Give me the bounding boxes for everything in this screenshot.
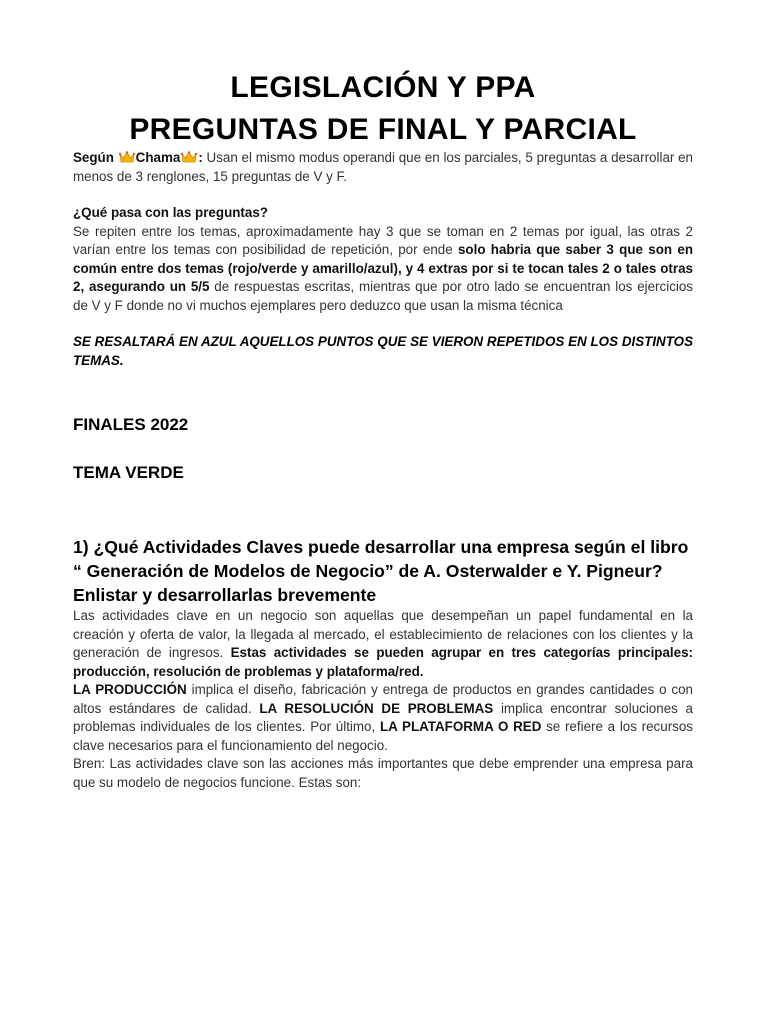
questions-heading: ¿Qué pasa con las preguntas?: [73, 205, 268, 220]
questions-paragraph: [73, 223, 693, 316]
question-1: 1) ¿Qué Actividades Claves puede desarrollar una empresa según el libro “ Generación de Modelos de Negocio” de A. Osterwalder e Y. Pigneur? Enlistar y desarrollarlas brevemente: [73, 537, 689, 605]
questions-text-2: de respuestas escritas, mientras que por otro lado se encuentran los ejercicios de V y F donde no vi muchos ejemplares pero deduzco que usan la misma técnica: [73, 279, 694, 313]
intro-text: Usan el mismo modus operandi que en los parciales, 5 preguntas a desarrollar en menos de 3 renglones, 15 preguntas de V y F.: [73, 150, 693, 184]
answer-p1-text: Las actividades clave en un negocio son aquellas que desempeñan un papel fundamental en la creación y oferta de valor, la llegada al mercado, el establecimiento de relaciones con los clientes y la generación de ingresos.: [73, 608, 693, 660]
answer-paragraph-3: Bren: Las actividades clave son las acciones más importantes que debe emprender una empresa para que su modelo de negocios funcione. Estas son:: [73, 756, 693, 790]
highlight-note: SE RESALTARÁ EN AZUL AQUELLOS PUNTOS QUE SE VIERON REPETIDOS EN LOS DISTINTOS TEMAS.: [73, 334, 693, 368]
section-tema: TEMA VERDE: [73, 463, 184, 482]
intro-author: Chama: [135, 150, 181, 165]
answer-paragraph-2: [73, 681, 693, 755]
intro-paragraph: [73, 149, 693, 186]
document-subtitle: PREGUNTAS DE FINAL Y PARCIAL: [129, 113, 637, 146]
answer-p2-bold-2: LA RESOLUCIÓN DE PROBLEMAS: [259, 700, 494, 716]
document-title: LEGISLACIÓN Y PPA: [230, 71, 536, 104]
answer-p2-text-2: implica encontrar soluciones a problemas individuales de los clientes. Por último,: [73, 700, 693, 734]
crown-icon: [119, 151, 135, 163]
answer-p2-text-3: se refiere a los recursos clave necesarios para el funcionamiento del negocio.: [73, 719, 693, 753]
intro-prefix: Según: [73, 150, 118, 165]
answer-p2-text-1: implica el diseño, fabricación y entrega de productos en grandes cantidades o con altos estándares de calidad.: [73, 682, 694, 716]
intro-colon: :: [198, 150, 203, 165]
questions-bold-1: solo habria que saber 3 que son en común entre dos temas (rojo/verde y amarillo/azul), y 4 extras por si te tocan tales 2 o tales otras 2, asegurando un 5/5: [73, 242, 693, 294]
answer-p1-bold: Estas actividades se pueden agrupar en tres categorías principales: producción, resolución de problemas y plataforma/red.: [73, 645, 693, 679]
crown-icon: [181, 151, 197, 163]
questions-text-1: Se repiten entre los temas, aproximadamente hay 3 que se toman en 2 temas por igual, las otras 2 varían entre los temas con posibilidad de repetición, por ende: [73, 223, 693, 257]
section-finales: FINALES 2022: [73, 415, 189, 434]
answer-p2-bold-1: LA PRODUCCIÓN: [73, 682, 187, 697]
answer-p2-bold-3: LA PLATAFORMA O RED: [379, 719, 542, 734]
answer-paragraph-1: [73, 607, 693, 681]
